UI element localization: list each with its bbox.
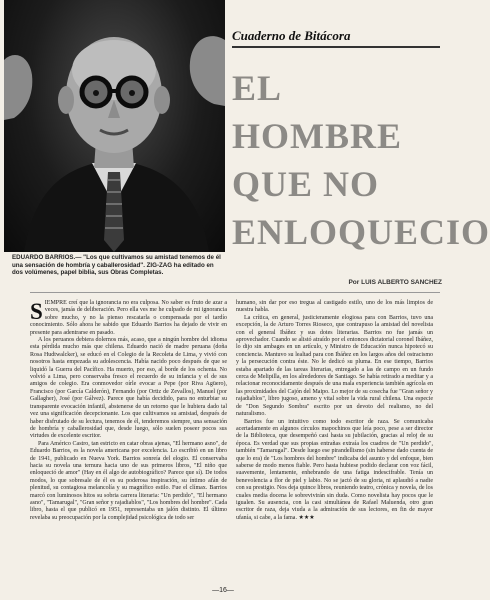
divider bbox=[30, 292, 440, 293]
article-paragraph: Barrios fue un intuitivo como todo escritor de raza. Se comunicaba acertadamente en algunos círculos mapochinos que leía poco, pese a ser director de la Biblioteca, que desempeñó casi hasta su jubilación, gracias al reloj de su época. Es verdad que sus propias entrañas extraía los cuadros de "Un perdido", también "Tamarugal". Desde luego ese pirandellismo (sin haberse dado cuenta de que lo era) de "Los hombres del hombre" indicaba del asunto y del enfoque, bien saberse de modo menos fiable. Pero hasta hubiese podido declarar con voz fácil, suavemente, lentamente, enhebrando de una fatiga indescifrable. Tenía un benevolencia a flor de piel y labio. No se jactó de su gloria, ni aplaudió a nadie con su prestigio. Nos deja quince libros, reuniendo teatro, crónica y novela, de los cuales media docena le sobrevivirán sin duda. Como novelista hay pocos que le igualen. Su ausencia, con la casi simultánea de Rafael Maluenda, otro gran escritor de raza, deja viuda a la admiración de sus lectores, en fin de mayor ufanía, si cabe, a la fama. ★★★ bbox=[236, 418, 433, 521]
title-rule bbox=[232, 46, 440, 48]
article-column-left bbox=[30, 300, 227, 578]
photo-caption: EDUARDO BARRIOS.— "Los que cultivamos su amistad tenemos de él una sensación de hombría y caballerosidad". ZIG-ZAG ha editado en dos volúmenes, papel biblia, sus Obras Completas. bbox=[12, 254, 221, 277]
page-number: —16— bbox=[212, 587, 234, 594]
article-paragraph: A los peruanos debiera dolernos más, acaso, que a ningún hombre del idioma esta pérdida mucho más que chilena. Eduardo nació de madre peruana (doña Rosa Hudtwalcker), se educó en el Colegio de la Recoleta de Lima, y vivió con nosotros hasta empezada su adolescencia. Había nacido poco después de que se liquidó la Guerra del Pacífico. Ha muerto, por eso, al borde de los ochenta. No volvió a Lima, pero conservaba fresco el recuerdo de su infancia y el de sus amigos de colegio. Era conmovedor oírle evocar a Pepe (por Riva Agüero), Francisco (por García Calderón), Fernando (por Ortiz de Zevallos), Manuel (por Gallagher), José (por Gálvez). Parece que había decidido, para no enturbiar su transparente evocación infantil, abstenerse de un retorno que le hubiera dado tal vez una significación decepcionante. Los que cultivamos su amistad, después de haber disfrutado de su lectura, tenemos de él, tenderemos siempre, una sensación de hombría y caballerosidad que, desde luego, sólo suelen poseer pocos sus virtudes de excelente escritor. bbox=[30, 337, 227, 440]
section-title: Cuaderno de Bitácora bbox=[232, 28, 351, 43]
article-column-right bbox=[236, 300, 433, 578]
author-photo bbox=[4, 0, 225, 252]
article-paragraph: Para Américo Castro, tan estricto en catar obras ajenas, "El hermano asno", de Eduardo Barrios, es la novela americana por excelencia. Lo escribió en un libro de 1941, publicado en Nueva York. Barrios sonreía del elogio. El conservaba hacia su novela una ternura hacia uno de sus primeros libros, "El niño que enloqueció de amor" (Hay en él algo de autobiográfico? Parece que sí). De todos modos, lo que sobresale de él es su poderosa inspiración, su íntimo afán de plenitud, su contagiosa melancolía y su magnífico estilo. Fue el clímax. Barrios marcó con luminosos hitos su sobria carrera literaria: "Un perdido", "El hermano asno", "Tamarugal", "Gran señor y rajadiablos", "Los hombres del hombre". Cada libro, hasta el que publicó en 1951, representaba un jalón distinto. El último revelaba su preocupación por la complejidad psicológica de todo ser bbox=[30, 440, 227, 521]
drop-cap: S bbox=[30, 299, 43, 324]
title-line: QUE NO bbox=[232, 164, 380, 204]
article-paragraph: IEMPRE creí que la ignorancia no era culposa. No saber es fruto de azar a veces, jamás de deliberación. Pero ella ves me he culpado de mi ignorancia sobre mucho, y no la pienso rescatarla o compensada por el tardío conocimiento. Sólo ahora he sabido que Eduardo Barrios ha dejado de vivir en presente para adentrarse en pasado. bbox=[30, 300, 227, 336]
title-line: HOMBRE bbox=[232, 116, 403, 156]
article-paragraph: La crítica, en general, justicieramente elogiosa para con Barrios, tuvo una excepción, la de Arturo Torres Rioseco, que contrapuso la amistad del novelista con el general Ibáñez y sus dotes literarias. Barrios no fue jamás un aprovechador. Cuando se alistó atraído por el entonces dictatorial coronel Ibáñez, lo dijo sin ambages en un artículo, y Ministro de Educación nunca hipotecó su conciencia. Mantuvo su lealtad para con Ibáñez en los largos años del ostracismo y la persecución contra éste. No le dedicó su pluma. En ese tiempo, Barrios estaba apartado de las tareas literarias, entregado a las de campo en un fundo cerca de Melipilla, en los alrededores de Santiago. Se había retirado a meditar y a relacionar reconocidamente después de una mala experiencia también agrícola en las proximidades del Cajón del Maipo. Lo mejor de su cosecha fue "Gran señor y rajadiablos", libro jugoso, ameno y vital sobre la vida rural chilena. Una especie de "Don Segundo Sombra" escrito por un devoto del realismo, no del naturalismo. bbox=[236, 314, 433, 418]
title-line: EL bbox=[232, 68, 283, 108]
title-line: ENLOQUECIO bbox=[232, 212, 490, 252]
byline: Por LUIS ALBERTO SANCHEZ bbox=[348, 279, 442, 286]
article-title bbox=[232, 64, 490, 256]
article-paragraph: humano, sin dar por eso tregua al castigado estilo, uno de los más limpios de nuestra habla. bbox=[236, 300, 433, 314]
